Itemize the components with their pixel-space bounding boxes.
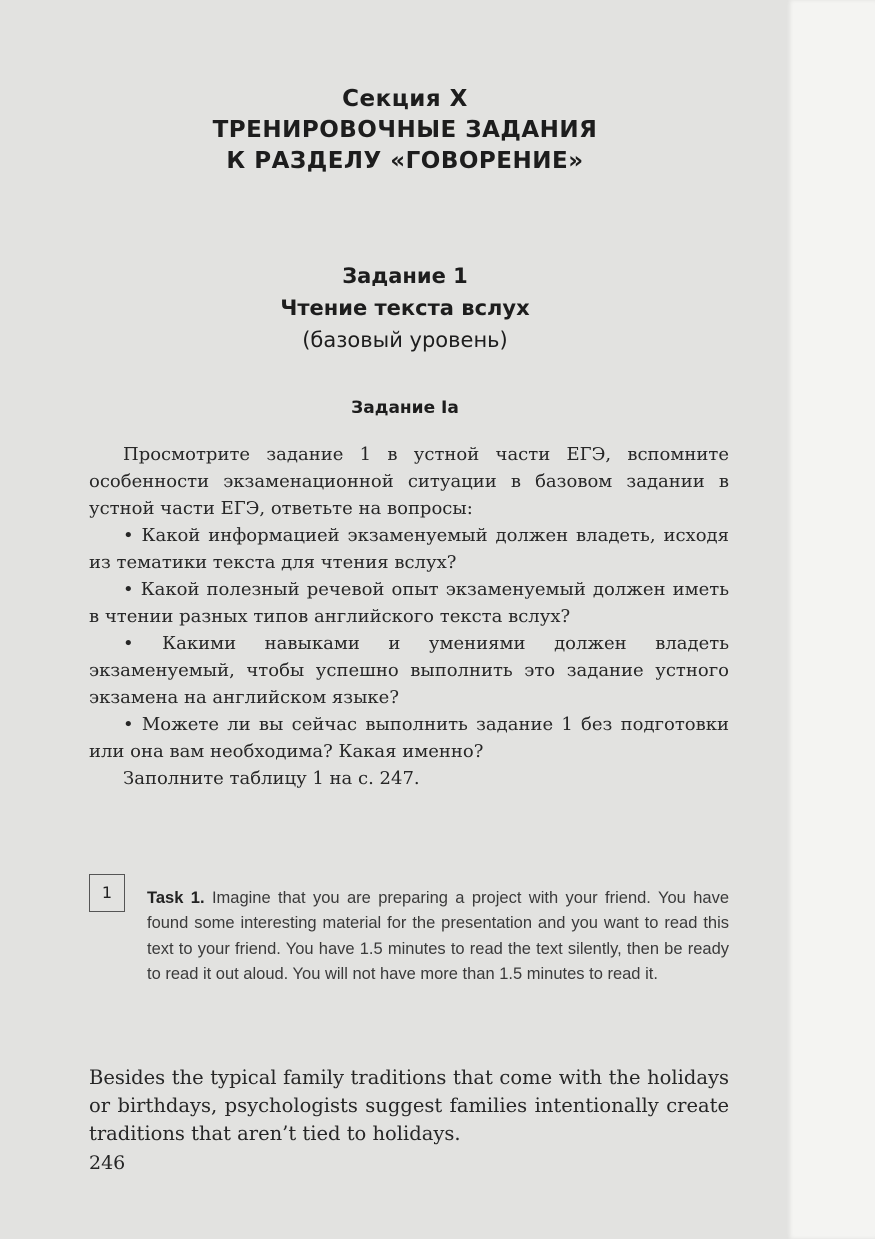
assignment-subtitle: Чтение текста вслух xyxy=(280,296,530,320)
section-title-line1: ТРЕНИРОВОЧНЫЕ ЗАДАНИЯ xyxy=(212,117,598,143)
assignment-title: Задание 1 xyxy=(342,264,468,288)
question-item: • Какой информацией экзаменуемый должен владеть, исходя из тематики текста для чтения вслух? xyxy=(89,525,729,573)
assignment-level: (базовый уровень) xyxy=(302,328,508,352)
question-item: • Какими навыками и умениями должен владеть экзаменуемый, чтобы успешно выполнить это задание устного экзамена на английском языке? xyxy=(89,633,729,708)
assignment-heading xyxy=(80,260,730,356)
task-number-box: 1 xyxy=(89,874,125,912)
instruction-closing: Заполните таблицу 1 на с. 247. xyxy=(123,768,420,789)
section-title-line2: К РАЗДЕЛУ «ГОВОРЕНИЕ» xyxy=(226,148,584,174)
reading-text: Besides the typical family traditions that come with the holidays or birthdays, psychologists suggest families intentionally create traditions that aren’t tied to holidays. xyxy=(89,1066,729,1145)
task-label: Task 1. xyxy=(147,889,205,907)
task-text: Imagine that you are preparing a project with your friend. You have found some interesting material for the presentation and you want to read this text to your friend. You have 1.5 minutes to read the text silently, then be ready to read it out aloud. You will not have more than 1.5 minutes to read it. xyxy=(147,889,730,983)
question-item: • Какой полезный речевой опыт экзаменуемый должен иметь в чтении разных типов английского текста вслух? xyxy=(89,579,729,627)
task-instruction xyxy=(147,886,729,987)
subassignment-title: Задание Iа xyxy=(351,398,459,418)
instructions-block xyxy=(89,441,729,792)
page-gutter xyxy=(787,0,875,1239)
section-number: Секция X xyxy=(342,86,468,112)
page-number: 246 xyxy=(89,1152,126,1174)
instruction-paragraph: Просмотрите задание 1 в устной части ЕГЭ, вспомните особенности экзаменационной ситуации в базовом задании в устной части ЕГЭ, ответьте на вопросы: xyxy=(89,444,729,519)
section-heading xyxy=(80,84,730,177)
question-item: • Можете ли вы сейчас выполнить задание 1 без подготовки или она вам необходима? Какая именно? xyxy=(89,714,729,762)
